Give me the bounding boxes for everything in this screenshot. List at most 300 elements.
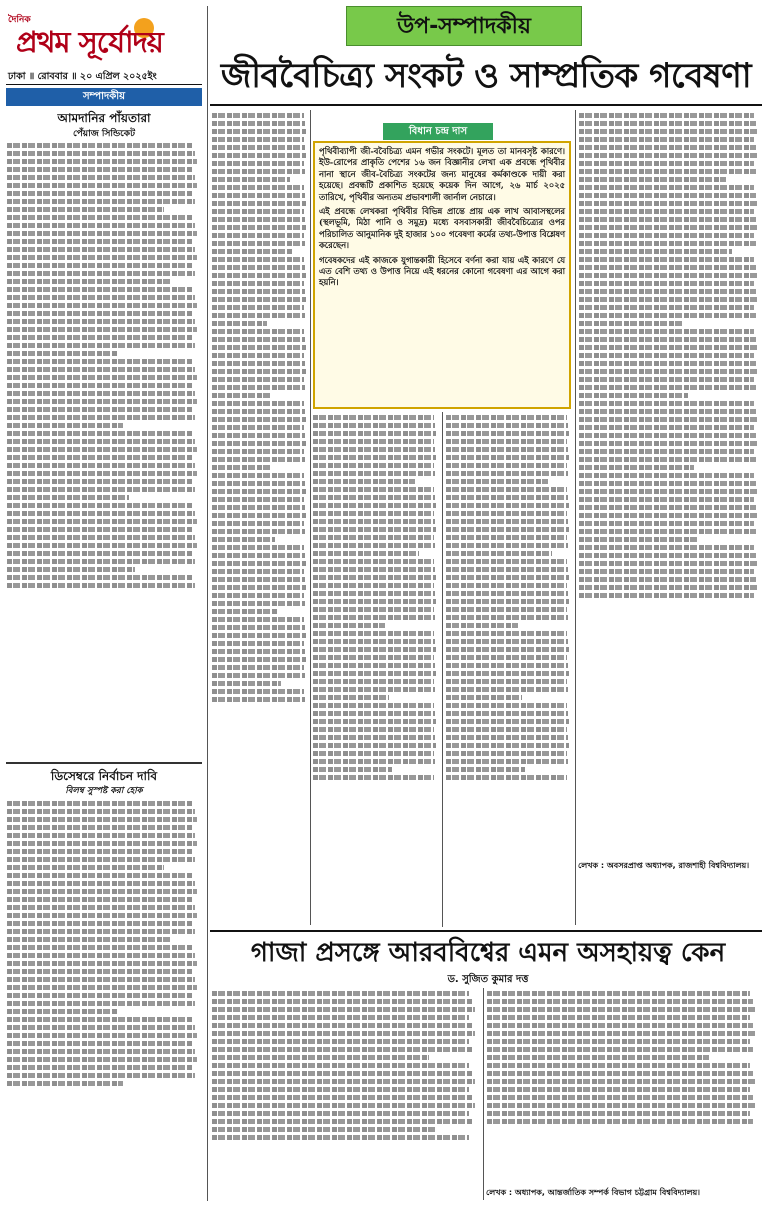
text-line: [446, 647, 569, 652]
text-line: [7, 263, 193, 268]
text-line: [212, 1119, 472, 1124]
text-line: [7, 447, 197, 452]
text-line: [7, 993, 193, 998]
text-line: [313, 559, 434, 564]
text-line: [313, 551, 419, 556]
text-line: [7, 1017, 193, 1022]
text-line: [212, 1111, 469, 1116]
text-line: [212, 1071, 472, 1076]
author-label: বিধান চন্দ্র দাস: [383, 123, 493, 140]
text-line: [212, 409, 305, 414]
text-line: [212, 393, 270, 398]
text-line: [313, 703, 434, 708]
text-line: [212, 1039, 469, 1044]
text-line: [7, 1065, 193, 1070]
text-line: [7, 471, 197, 476]
text-line: [446, 551, 552, 556]
text-line: [579, 273, 757, 278]
text-line: [212, 129, 306, 134]
text-line: [7, 969, 193, 974]
text-line: [7, 865, 164, 870]
text-line: [313, 415, 434, 420]
text-line: [487, 1111, 750, 1116]
text-line: [7, 535, 195, 540]
text-line: [579, 417, 757, 422]
text-line: [446, 439, 567, 444]
text-line: [446, 567, 568, 572]
text-line: [313, 479, 415, 484]
text-line: [446, 607, 567, 612]
text-line: [212, 313, 305, 318]
text-line: [7, 551, 193, 556]
text-line: [579, 593, 754, 598]
text-line: [579, 553, 756, 558]
text-line: [313, 663, 435, 668]
text-line: [212, 153, 306, 158]
text-line: [579, 385, 756, 390]
text-line: [446, 495, 568, 500]
text-line: [579, 521, 754, 526]
text-line: [212, 991, 469, 996]
text-line: [212, 265, 305, 270]
text-line: [7, 375, 197, 380]
text-line: [7, 889, 197, 894]
text-line: [212, 617, 304, 622]
text-line: [579, 177, 726, 182]
text-line: [313, 471, 435, 476]
text-line: [313, 631, 434, 636]
article1-col4: [579, 110, 761, 790]
lead-paragraph: গবেষকদের এই কাজকে যুগান্তকারী হিসেবে বর্ণনা করা যায় এই কারণে যে এত বেশি তথ্য ও উপাত্ত নিয়ে এই ধরনের কোনো গবেষণা এর আগে করা হয়নি।: [319, 254, 565, 288]
text-line: [579, 201, 757, 206]
text-line: [313, 543, 435, 548]
text-line: [212, 1023, 472, 1028]
text-line: [579, 529, 756, 534]
text-line: [579, 281, 754, 286]
text-line: [313, 759, 435, 764]
text-line: [7, 1057, 197, 1062]
text-line: [579, 465, 694, 470]
article1-col3: [446, 412, 572, 927]
left-article2-body: [7, 798, 201, 1198]
text-line: [7, 359, 193, 364]
text-line: [7, 143, 193, 148]
text-line: [212, 665, 304, 670]
writer-credit: লেখক : অবসরপ্রাপ্ত অধ্যাপক, রাজশাহী বিশ্ববিদ্যালয়।: [578, 861, 750, 870]
left-article1-title: আমদানির পাঁয়তারা: [57, 111, 151, 125]
text-line: [7, 255, 197, 260]
text-line: [313, 487, 434, 492]
text-line: [7, 223, 195, 228]
text-line: [7, 487, 195, 492]
text-line: [212, 553, 305, 558]
text-line: [446, 751, 567, 756]
text-line: [212, 577, 305, 582]
text-line: [7, 575, 193, 580]
text-line: [487, 1039, 750, 1044]
text-line: [212, 593, 304, 598]
text-line: [7, 937, 170, 942]
text-line: [7, 183, 197, 188]
article1-col2: [313, 412, 439, 927]
text-line: [313, 615, 435, 620]
text-line: [212, 585, 306, 590]
text-line: [7, 527, 193, 532]
text-line: [487, 991, 750, 996]
text-line: [487, 1071, 753, 1076]
text-line: [313, 575, 436, 580]
text-line: [579, 169, 756, 174]
text-line: [446, 471, 568, 476]
text-line: [7, 1025, 195, 1030]
text-line: [579, 305, 754, 310]
text-line: [212, 257, 304, 262]
text-line: [579, 569, 754, 574]
text-line: [7, 841, 197, 846]
text-line: [446, 711, 568, 716]
text-line: [212, 1087, 469, 1092]
text-line: [579, 289, 756, 294]
text-line: [212, 417, 306, 422]
section-label: সম্পাদকীয়: [6, 88, 202, 106]
text-line: [7, 207, 164, 212]
text-line: [446, 511, 567, 516]
text-line: [446, 703, 567, 708]
text-line: [579, 337, 756, 342]
text-line: [212, 497, 304, 502]
text-line: [212, 681, 281, 686]
article2-author: ড. সুজিত কুমার দত্ত: [447, 974, 529, 985]
text-line: [579, 249, 732, 254]
text-line: [446, 479, 548, 484]
text-line: [212, 513, 306, 518]
text-line: [579, 537, 699, 542]
text-line: [212, 361, 305, 366]
text-line: [7, 503, 193, 508]
text-line: [579, 225, 757, 230]
text-line: [7, 985, 197, 990]
text-line: [212, 649, 305, 654]
text-line: [212, 641, 304, 646]
text-line: [579, 369, 757, 374]
text-line: [7, 567, 135, 572]
text-line: [7, 921, 193, 926]
text-line: [446, 735, 568, 740]
text-line: [313, 567, 435, 572]
text-line: [7, 1041, 193, 1046]
text-line: [212, 185, 304, 190]
text-line: [579, 409, 756, 414]
text-line: [212, 1103, 475, 1108]
text-line: [579, 585, 757, 590]
text-line: [446, 487, 567, 492]
text-line: [212, 209, 304, 214]
text-line: [7, 1081, 123, 1086]
text-line: [7, 295, 195, 300]
text-line: [579, 113, 754, 118]
text-line: [212, 609, 278, 614]
text-line: [212, 169, 305, 174]
text-line: [7, 231, 197, 236]
text-line: [212, 377, 304, 382]
text-line: [212, 337, 305, 342]
text-line: [7, 519, 197, 524]
text-line: [7, 953, 195, 958]
text-line: [7, 849, 193, 854]
text-line: [212, 433, 305, 438]
text-line: [313, 687, 435, 692]
text-line: [446, 519, 568, 524]
text-line: [313, 711, 435, 716]
article2-col2: [487, 988, 761, 1184]
text-line: [212, 1063, 469, 1068]
text-line: [446, 599, 569, 604]
text-line: [212, 233, 304, 238]
text-line: [579, 377, 754, 382]
text-line: [7, 271, 195, 276]
text-line: [212, 473, 304, 478]
text-line: [446, 447, 568, 452]
text-line: [579, 473, 754, 478]
text-line: [313, 431, 436, 436]
text-line: [579, 313, 756, 318]
divider: [6, 84, 202, 85]
text-line: [7, 215, 193, 220]
text-line: [7, 383, 193, 388]
text-line: [7, 351, 118, 356]
text-line: [313, 599, 436, 604]
text-line: [313, 743, 436, 748]
text-line: [487, 1007, 756, 1012]
text-line: [212, 625, 305, 630]
text-line: [212, 225, 306, 230]
text-line: [212, 177, 290, 182]
left-article2-title: ডিসেম্বরে নির্বাচন দাবি: [50, 769, 158, 783]
text-line: [7, 1073, 195, 1078]
text-line: [579, 393, 688, 398]
text-line: [313, 591, 435, 596]
left-article1-body: [7, 140, 201, 760]
text-line: [579, 217, 756, 222]
text-line: [7, 431, 193, 436]
text-line: [7, 159, 197, 164]
text-line: [212, 465, 272, 470]
text-line: [7, 303, 197, 308]
text-line: [313, 455, 436, 460]
text-line: [7, 415, 195, 420]
text-line: [313, 495, 435, 500]
text-line: [7, 801, 193, 806]
text-line: [212, 1055, 429, 1060]
column-divider: [310, 110, 311, 925]
text-line: [579, 241, 756, 246]
text-line: [212, 193, 305, 198]
text-line: [212, 657, 306, 662]
text-line: [446, 535, 567, 540]
text-line: [7, 905, 195, 910]
text-line: [212, 329, 304, 334]
text-line: [579, 209, 754, 214]
text-line: [579, 513, 757, 518]
text-line: [212, 1127, 437, 1132]
text-line: [446, 559, 567, 564]
text-line: [7, 495, 129, 500]
text-line: [446, 463, 567, 468]
text-line: [212, 217, 305, 222]
divider: [210, 104, 762, 106]
text-line: [7, 873, 193, 878]
text-line: [7, 1033, 197, 1038]
masthead-name: প্রথম সূর্যোদয়: [16, 25, 163, 59]
text-line: [212, 521, 304, 526]
text-line: [313, 639, 435, 644]
text-line: [579, 297, 757, 302]
text-line: [446, 455, 569, 460]
text-line: [212, 999, 472, 1004]
text-line: [446, 655, 567, 660]
text-line: [313, 671, 436, 676]
text-line: [7, 817, 197, 822]
text-line: [7, 825, 193, 830]
text-line: [7, 199, 195, 204]
text-line: [313, 519, 435, 524]
column-divider: [575, 110, 576, 925]
text-line: [446, 759, 568, 764]
text-line: [487, 1095, 753, 1100]
text-line: [212, 425, 304, 430]
text-line: [7, 977, 195, 982]
left-article1-subtitle: পেঁয়াজ সিন্ডিকেট: [73, 129, 135, 139]
article2-col1: [212, 988, 480, 1200]
text-line: [579, 233, 754, 238]
text-line: [212, 481, 305, 486]
text-line: [212, 441, 306, 446]
column-divider: [207, 6, 208, 1201]
text-line: [212, 241, 305, 246]
text-line: [313, 447, 435, 452]
text-line: [313, 775, 434, 780]
text-line: [313, 503, 436, 508]
text-line: [579, 153, 757, 158]
text-line: [487, 1063, 750, 1068]
text-line: [487, 1079, 756, 1084]
text-line: [212, 305, 304, 310]
text-line: [446, 727, 567, 732]
text-line: [7, 343, 195, 348]
lead-paragraph: এই প্রবন্ধে লেখকরা পৃথিবীর বিভিন্ন প্রান্তে প্রায় এক লাখ আবাসস্থলের (স্থলভূমি, মিঠা পানি ও সমুদ্র) মধ্যে বসবাসকারী জীববৈচিত্র্যের ওপর পরিচালিত আনুমানিক দুই হাজার ১০০ গবেষণা কর্মের তথ্য-উপাত্ত বিশ্লেষণ করেছেন।: [319, 206, 565, 251]
text-line: [212, 113, 304, 118]
text-line: [212, 161, 304, 166]
text-line: [487, 1023, 753, 1028]
text-line: [7, 897, 193, 902]
text-line: [579, 329, 754, 334]
text-line: [446, 719, 569, 724]
divider: [210, 930, 762, 932]
text-line: [212, 401, 304, 406]
text-line: [212, 1007, 475, 1012]
text-line: [579, 505, 756, 510]
masthead-logo: [6, 8, 202, 66]
text-line: [446, 431, 569, 436]
text-line: [579, 345, 757, 350]
text-line: [212, 537, 275, 542]
text-line: [212, 281, 304, 286]
text-line: [579, 497, 754, 502]
text-line: [212, 1047, 472, 1052]
text-line: [7, 1009, 118, 1014]
text-line: [212, 1079, 475, 1084]
text-line: [7, 479, 193, 484]
text-line: [579, 265, 756, 270]
text-line: [487, 1055, 709, 1060]
text-line: [313, 423, 435, 428]
text-line: [7, 407, 193, 412]
text-line: [446, 767, 525, 772]
text-line: [212, 1135, 469, 1140]
text-line: [212, 297, 306, 302]
text-line: [7, 335, 193, 340]
text-line: [487, 999, 753, 1004]
text-line: [579, 425, 754, 430]
text-line: [313, 439, 434, 444]
text-line: [212, 345, 306, 350]
text-line: [212, 201, 306, 206]
text-line: [579, 257, 754, 262]
text-line: [313, 655, 434, 660]
divider: [6, 762, 202, 764]
text-line: [446, 575, 569, 580]
text-line: [7, 311, 193, 316]
text-line: [446, 423, 568, 428]
text-line: [313, 511, 434, 516]
text-line: [313, 463, 434, 468]
text-line: [446, 743, 569, 748]
left-article2-subtitle: বিলম্ব সুস্পষ্ট করা হোক: [65, 786, 143, 796]
text-line: [212, 289, 305, 294]
text-line: [7, 559, 195, 564]
text-line: [579, 441, 757, 446]
text-line: [7, 583, 195, 588]
section-banner: উপ-সম্পাদকীয়: [346, 6, 582, 46]
text-line: [7, 167, 193, 172]
text-line: [212, 385, 305, 390]
text-line: [7, 287, 193, 292]
text-line: [313, 679, 434, 684]
masthead-prefix: দৈনিক: [8, 15, 31, 25]
text-line: [7, 175, 195, 180]
dateline: ঢাকা ॥ রোববার ॥ ২০ এপ্রিল ২০২৫ইং: [8, 71, 157, 82]
text-line: [7, 399, 197, 404]
text-line: [487, 1119, 753, 1124]
text-line: [446, 639, 568, 644]
text-line: [313, 647, 436, 652]
text-line: [446, 415, 567, 420]
column-divider: [442, 412, 443, 927]
text-line: [446, 679, 567, 684]
text-line: [579, 361, 756, 366]
text-line: [212, 505, 305, 510]
text-line: [7, 961, 197, 966]
text-line: [487, 1031, 756, 1036]
text-line: [579, 561, 757, 566]
text-line: [7, 151, 195, 156]
text-line: [579, 353, 754, 358]
text-line: [487, 1087, 750, 1092]
column-divider: [483, 988, 484, 1200]
text-line: [579, 481, 756, 486]
text-line: [212, 529, 305, 534]
text-line: [7, 913, 197, 918]
